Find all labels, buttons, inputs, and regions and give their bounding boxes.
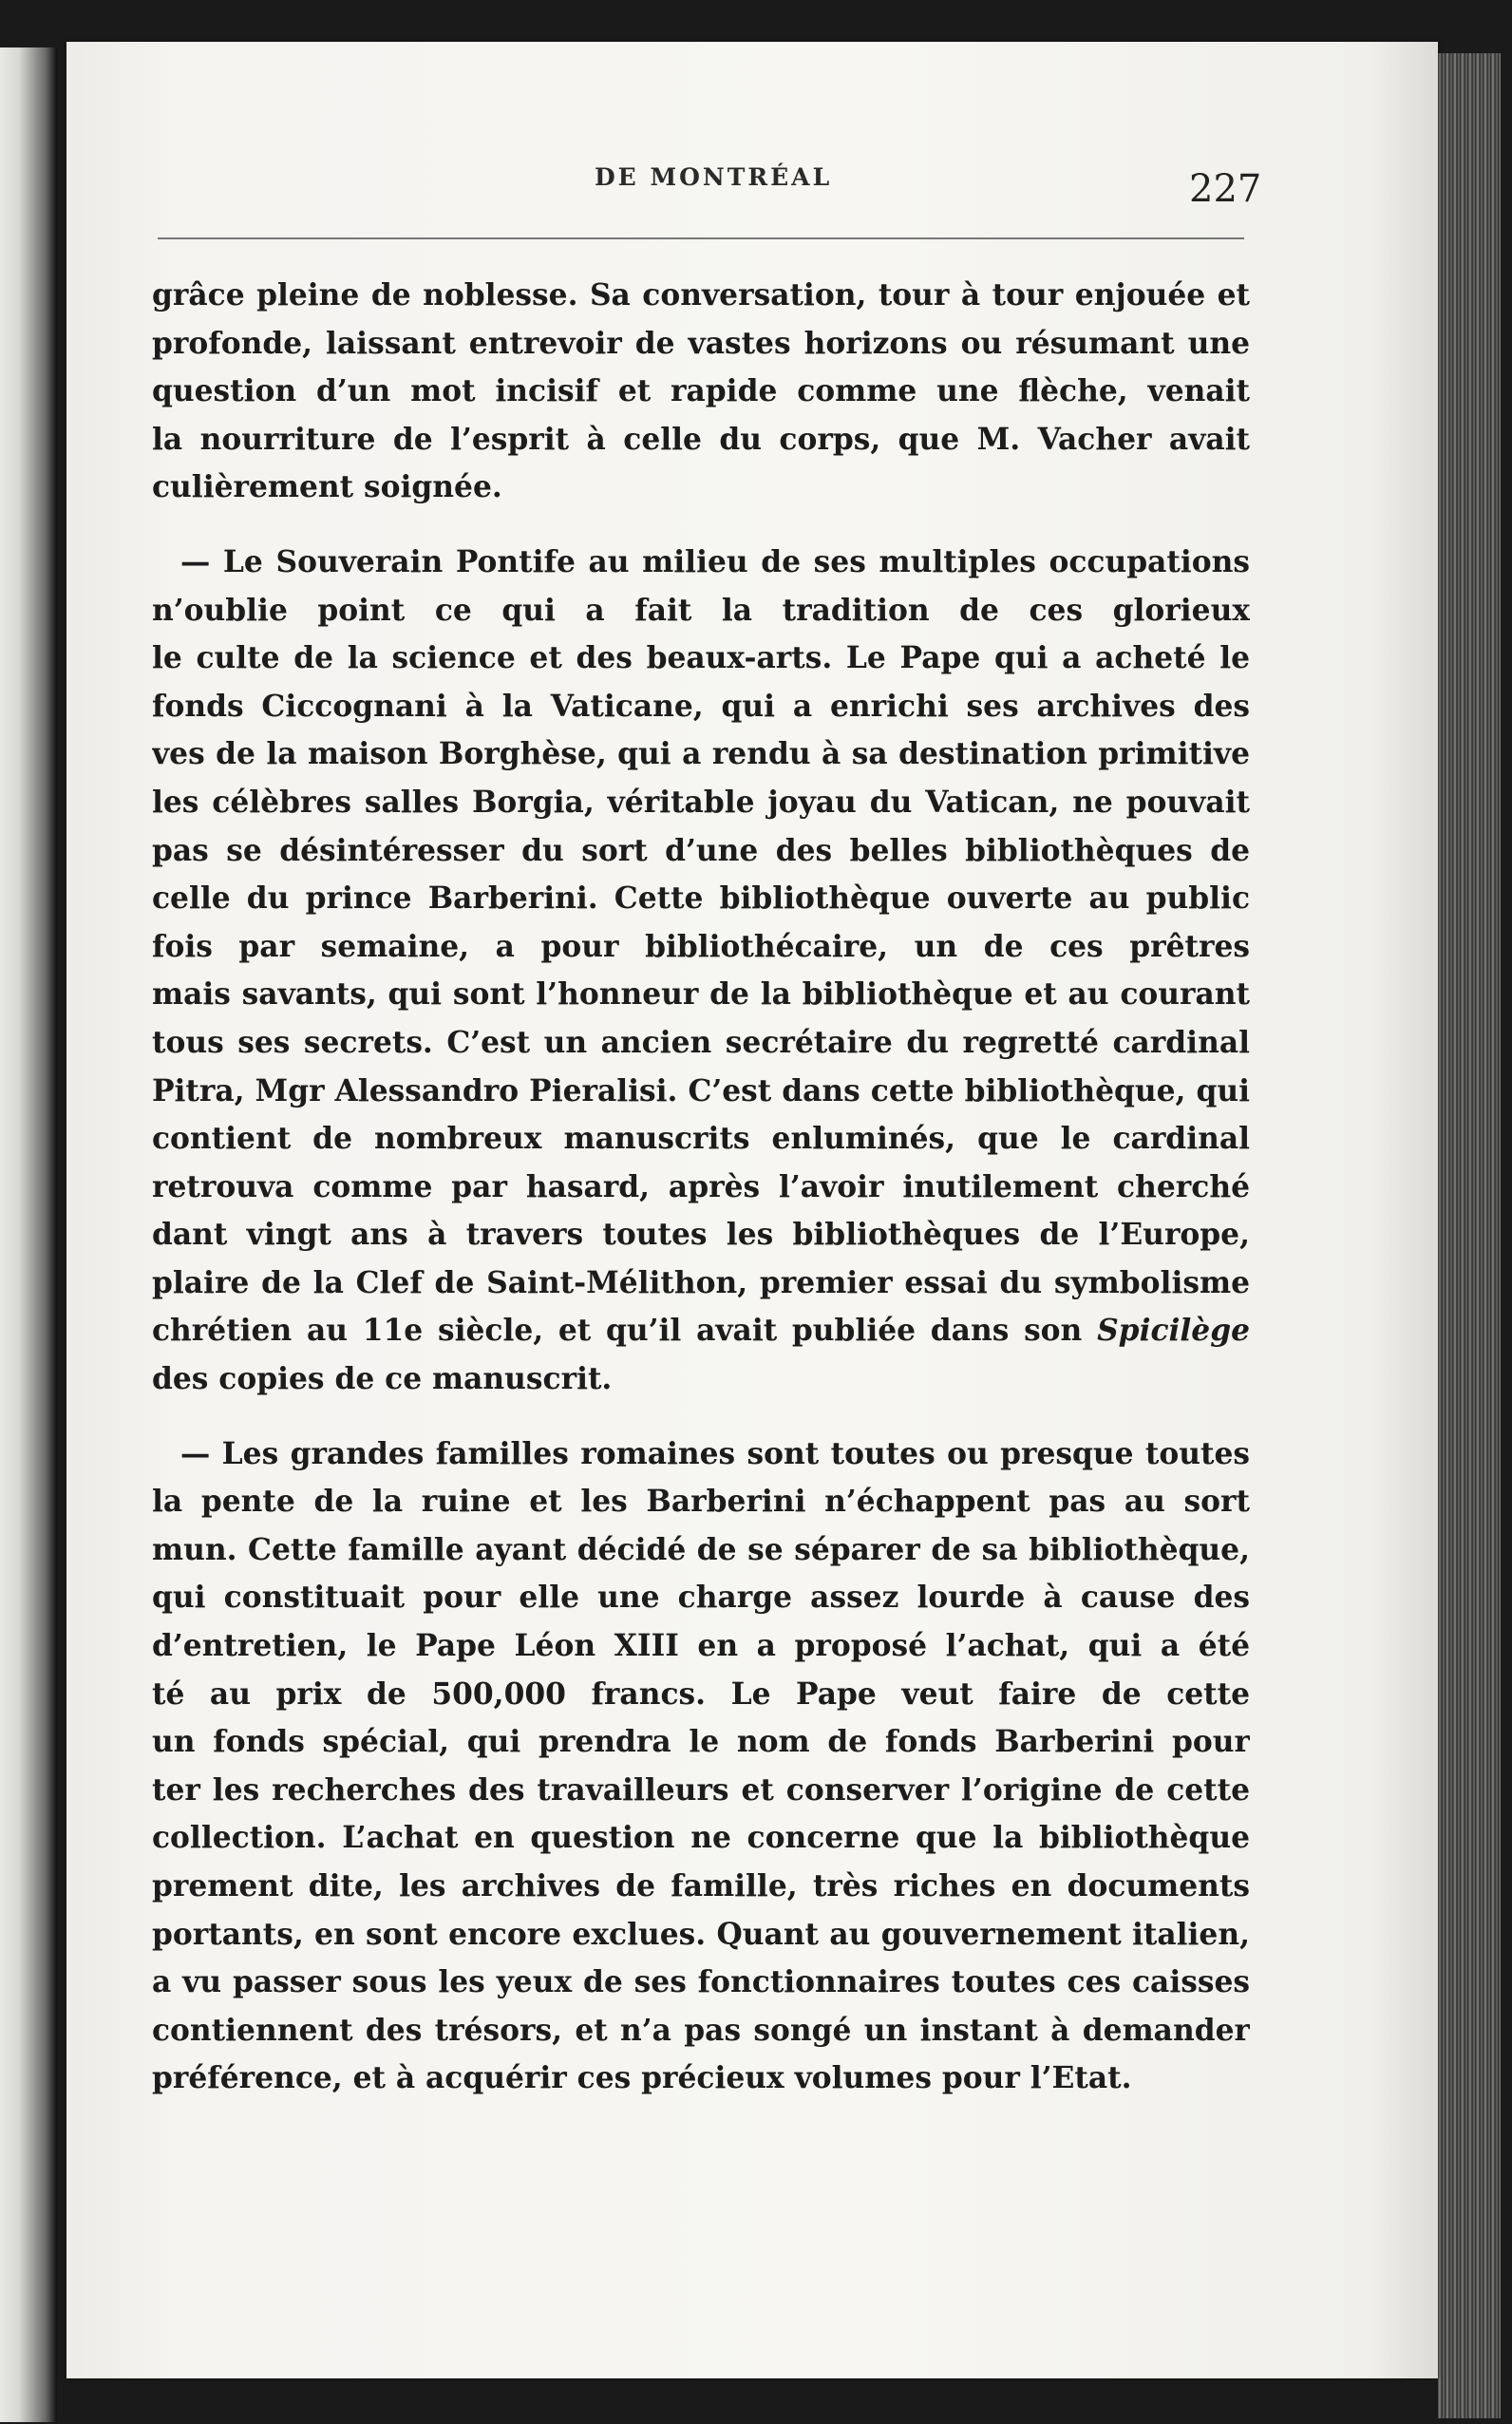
text-line: mun. Cette famille ayant décidé de se séparer de sa bibliothèque, xyxy=(152,1532,1250,1567)
paragraph-gap xyxy=(152,1404,1250,1430)
text-line: grâce pleine de noblesse. Sa conversation, tour à tour enjouée et xyxy=(152,278,1250,312)
text-line: fonds Ciccognani à la Vaticane, qui a enrichi ses archives des xyxy=(152,689,1250,724)
book-page-edges xyxy=(1438,53,1501,2418)
text-line: pas se désintéresser du sort d’une des belles bibliothèques de xyxy=(152,833,1250,868)
text-line: mais savants, qui sont l’honneur de la bibliothèque et au courant xyxy=(152,977,1250,1013)
adjacent-page-edge xyxy=(0,47,57,2422)
text-line: portants, en sont encore exclues. Quant au gouvernement italien, xyxy=(152,1917,1250,1952)
text-line: les célèbres salles Borgia, véritable joyau du Vatican, ne pouvait xyxy=(152,785,1250,820)
text-line: d’entretien, le Pape Léon XIII en a proposé l’achat, qui a été xyxy=(152,1629,1250,1664)
text-line: la pente de la ruine et les Barberini n’échappent pas au sort xyxy=(152,1485,1250,1520)
text-line-with-italic xyxy=(152,1307,1250,1355)
text-line: fois par semaine, a pour bibliothécaire, un de ces prêtres xyxy=(152,929,1250,964)
paragraph-2 xyxy=(152,539,1250,1404)
text-line: le culte de la science et des beaux-arts. Le Pape qui a acheté le xyxy=(152,641,1250,676)
text-line: tous ses secrets. C’est un ancien secrétaire du regretté cardinal xyxy=(152,1025,1250,1060)
text-line: — Le Souverain Pontife au milieu de ses multiples occupations xyxy=(180,544,1250,579)
paragraph-1 xyxy=(152,272,1250,512)
text-line: préférence, et à acquérir ces précieux volumes pour l’Etat. xyxy=(152,2061,1132,2096)
text-line: té au prix de 500,000 francs. Le Pape veut faire de cette xyxy=(152,1676,1250,1712)
text-line: retrouva comme par hasard, après l’avoir inutilement cherché xyxy=(152,1169,1250,1204)
text-line: dant vingt ans à travers toutes les bibliothèques de l’Europe, xyxy=(152,1218,1250,1253)
text-line: qui constituait pour elle une charge assez lourde à cause des xyxy=(152,1581,1250,1616)
text-line: — Les grandes familles romaines sont toutes ou presque toutes xyxy=(180,1436,1250,1471)
text-line: contiennent des trésors, et n’a pas songé un instant à demander xyxy=(152,2013,1250,2048)
text-line: des copies de ce manuscrit. xyxy=(152,1362,613,1397)
italic-title: Spicilège xyxy=(1097,1314,1250,1349)
text-line: contient de nombreux manuscrits enluminés, que le cardinal xyxy=(152,1122,1250,1157)
text-line: a vu passer sous les yeux de ses fonctionnaires toutes ces caisses xyxy=(152,1965,1250,2000)
text-line: question d’un mot incisif et rapide comme une flèche, venait xyxy=(152,374,1250,409)
text-line: ves de la maison Borghèse, qui a rendu à sa destination primitive xyxy=(152,737,1250,772)
text-line: Pitra, Mgr Alessandro Pieralisi. C’est dans cette bibliothèque, qui xyxy=(152,1073,1250,1108)
line-segment: chrétien au 11e siècle, et qu’il avait publiée dans son xyxy=(152,1314,1098,1349)
text-line: la nourriture de l’esprit à celle du corps, que M. Vacher avait xyxy=(152,422,1250,457)
text-line: ter les recherches des travailleurs et conserver l’origine de cette xyxy=(152,1772,1250,1808)
text-line: profonde, laissant entrevoir de vastes horizons ou résumant une xyxy=(152,326,1250,361)
text-line: prement dite, les archives de famille, très riches en documents xyxy=(152,1869,1250,1903)
text-line: plaire de la Clef de Saint-Mélithon, premier essai du symbolisme xyxy=(152,1265,1250,1300)
paragraph-gap xyxy=(152,512,1250,539)
text-line: n’oublie point ce qui a fait la tradition de ces glorieux xyxy=(152,593,1250,628)
page-number: 227 xyxy=(1189,167,1262,211)
text-line: culièrement soignée. xyxy=(152,470,502,505)
body-text xyxy=(152,272,1250,2103)
text-line: un fonds spécial, qui prendra le nom de fonds Barberini pour xyxy=(152,1725,1250,1760)
text-line: celle du prince Barberini. Cette bibliothèque ouverte au public xyxy=(152,881,1250,917)
text-line: collection. L’achat en question ne concerne que la bibliothèque xyxy=(152,1821,1250,1856)
header-rule xyxy=(158,237,1244,239)
paragraph-3 xyxy=(152,1430,1250,2103)
running-head: DE MONTRÉAL xyxy=(595,163,833,191)
